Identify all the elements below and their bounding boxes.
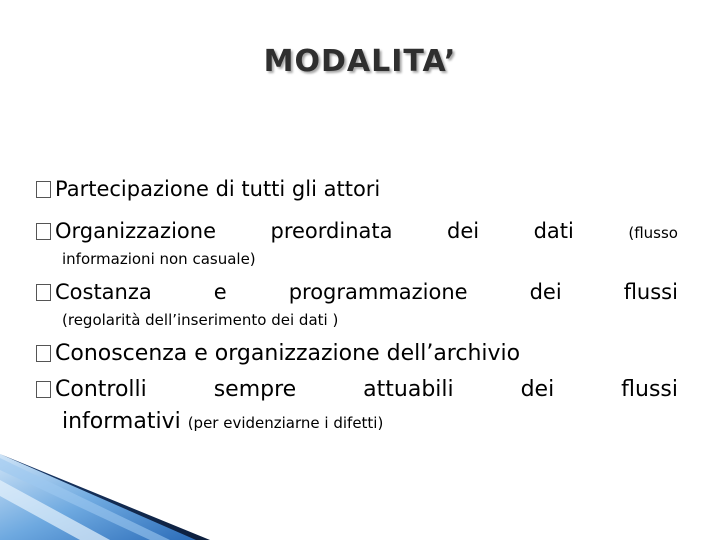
bullet-5-word: sempre [213,377,297,402]
bullet-2-note: (flusso [628,224,678,242]
bullet-box-icon [36,181,51,198]
bullet-2-word: dati [533,219,574,243]
bullet-5-word: Controlli [55,377,147,402]
bullet-2-word: Organizzazione [55,219,216,243]
bullet-5-word: dei [520,377,555,402]
bullet-2 [36,219,678,243]
bullet-3 [36,280,678,304]
bullet-5-word: attuabili [363,377,454,402]
bullet-box-icon [36,223,51,240]
bullet-3-word: dei [529,280,562,304]
bullet-2-word: preordinata [270,219,393,243]
bullet-2-word: dei [446,219,480,243]
bullet-5-cont-text: informativi [62,409,181,434]
bullet-1-text: Partecipazione di tutti gli attori [55,177,381,201]
bullet-3-word: e [213,280,227,304]
bullet-5 [36,377,678,402]
bullet-3-word: Costanza [55,280,152,304]
bullet-5-note: (per evidenziarne i difetti) [187,414,384,432]
bullet-4-text: Conoscenza e organizzazione dell’archivio [55,341,521,366]
bullet-4 [36,341,678,366]
bullet-5-cont [62,409,662,434]
bullet-box-icon [36,345,51,362]
bullet-box-icon [36,381,51,398]
bullet-3-note-cont: (regolarità dell’inserimento dei dati ) [62,311,339,329]
bullet-5-word: flussi [621,377,678,402]
slide-title: MODALITA’ [263,44,457,79]
bullet-2-note-cont: informazioni non casuale) [62,250,256,268]
bullet-3-word: flussi [623,280,678,304]
bullet-box-icon [36,284,51,301]
bullet-1 [36,177,678,201]
bullet-3-word: programmazione [288,280,468,304]
decorative-swoosh [0,440,220,540]
